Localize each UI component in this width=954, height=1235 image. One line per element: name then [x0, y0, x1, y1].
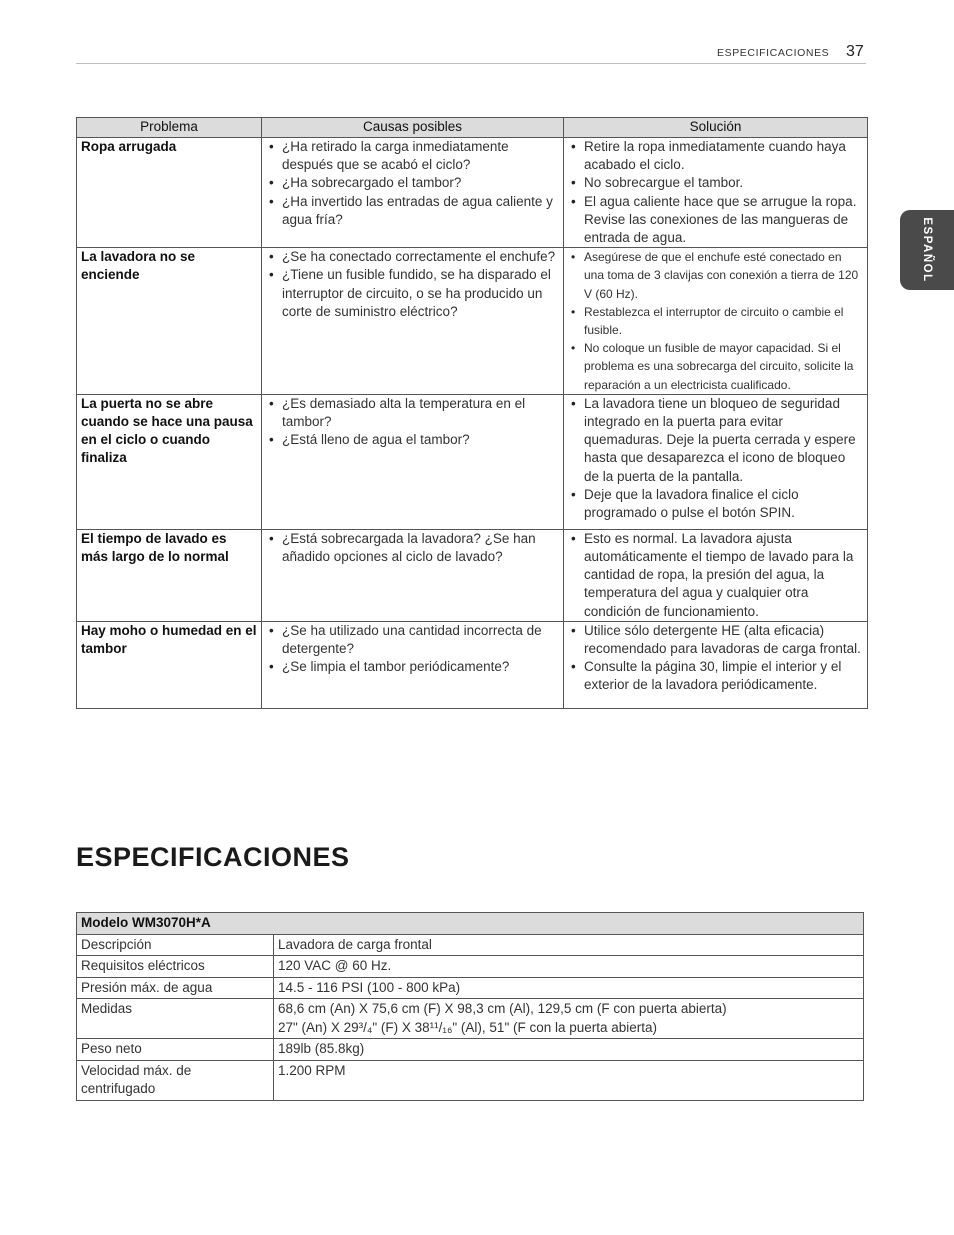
specifications-table — [76, 912, 864, 1101]
cause-item: • ¿Tiene un fusible fundido, se ha disparado el interruptor de circuito, o se ha producido un corte de suministro eléctrico? — [266, 266, 559, 321]
page-number: 37 — [846, 43, 864, 60]
problem-cell: La puerta no se abre cuando se hace una pausa en el ciclo o cuando finaliza — [77, 394, 262, 529]
troubleshooting-table — [76, 117, 868, 709]
spec-label: Peso neto — [77, 1039, 274, 1061]
table-header-row — [77, 118, 868, 138]
spec-value: 14.5 - 116 PSI (100 - 800 kPa) — [274, 977, 864, 999]
spec-header-row — [77, 913, 864, 935]
solution-item: • Retire la ropa inmediatamente cuando haya acabado el ciclo. — [568, 138, 863, 174]
running-header: ESPECIFICACIONES — [717, 47, 830, 59]
col-header-causes: Causas posibles — [262, 118, 564, 138]
col-header-problem: Problema — [77, 118, 262, 138]
cause-item: • ¿Es demasiado alta la temperatura en el tambor? — [266, 395, 559, 431]
spec-row — [77, 1060, 864, 1100]
causes-cell — [262, 621, 564, 708]
table-row — [77, 138, 868, 248]
cause-item: • ¿Se limpia el tambor periódicamente? — [266, 658, 559, 676]
solution-item: • Utilice sólo detergente HE (alta eficacia) recomendado para lavadoras de carga frontal. — [568, 622, 863, 658]
spec-row — [77, 934, 864, 956]
problem-cell: Ropa arrugada — [77, 138, 262, 248]
spec-value: 189lb (85.8kg) — [274, 1039, 864, 1061]
cause-item: • ¿Está sobrecargada la lavadora? ¿Se han añadido opciones al ciclo de lavado? — [266, 530, 559, 566]
spec-value: Lavadora de carga frontal — [274, 934, 864, 956]
spec-label: Velocidad máx. de centrifugado — [77, 1060, 274, 1100]
spec-label: Presión máx. de agua — [77, 977, 274, 999]
solution-item: • Asegúrese de que el enchufe esté conectado en una toma de 3 clavijas con conexión a tierra de 120 V (60 Hz). — [568, 248, 863, 303]
causes-cell — [262, 138, 564, 248]
solution-cell — [564, 248, 868, 395]
solution-cell — [564, 138, 868, 248]
solution-item: • El agua caliente hace que se arrugue la ropa. Revise las conexiones de las mangueras de entrada de agua. — [568, 193, 863, 248]
solution-cell — [564, 621, 868, 708]
cause-item: • ¿Se ha conectado correctamente el enchufe? — [266, 248, 559, 266]
causes-cell — [262, 248, 564, 395]
problem-cell: El tiempo de lavado es más largo de lo normal — [77, 529, 262, 621]
causes-cell — [262, 529, 564, 621]
spec-label: Requisitos eléctricos — [77, 956, 274, 978]
solution-item: • Deje que la lavadora finalice el ciclo programado o pulse el botón SPIN. — [568, 486, 863, 522]
spec-row — [77, 977, 864, 999]
spec-value: 120 VAC @ 60 Hz. — [274, 956, 864, 978]
spec-value-imperial: 27" (An) X 29³/₄" (F) X 38¹¹/₁₆" (Al), 51" (F con la puerta abierta) — [278, 1019, 658, 1035]
header-rule — [76, 63, 866, 64]
col-header-solution: Solución — [564, 118, 868, 138]
spec-row — [77, 999, 864, 1039]
table-row — [77, 248, 868, 395]
problem-cell: La lavadora no se enciende — [77, 248, 262, 395]
causes-cell — [262, 394, 564, 529]
spec-value — [274, 999, 864, 1039]
solution-item: • Consulte la página 30, limpie el interior y el exterior de la lavadora periódicamente. — [568, 658, 863, 694]
section-title: ESPECIFICACIONES — [76, 842, 350, 872]
language-tab-label: ESPAÑOL — [921, 217, 933, 283]
spec-row — [77, 1039, 864, 1061]
table-row — [77, 621, 868, 708]
spec-label: Descripción — [77, 934, 274, 956]
cause-item: • ¿Está lleno de agua el tambor? — [266, 431, 559, 449]
solution-cell — [564, 529, 868, 621]
spec-value: 1.200 RPM — [274, 1060, 864, 1100]
table-row — [77, 394, 868, 529]
cause-item: • ¿Ha retirado la carga inmediatamente después que se acabó el ciclo? — [266, 138, 559, 174]
cause-item: • ¿Se ha utilizado una cantidad incorrecta de detergente? — [266, 622, 559, 658]
problem-cell: Hay moho o humedad en el tambor — [77, 621, 262, 708]
table-row — [77, 529, 868, 621]
language-tab — [900, 210, 954, 290]
solution-item: • No coloque un fusible de mayor capacidad. Si el problema es una sobrecarga del circuito, solicite la reparación a un electricista cualificado. — [568, 339, 863, 394]
solution-cell — [564, 394, 868, 529]
solution-item: • No sobrecargue el tambor. — [568, 174, 863, 192]
spec-value-metric: 68,6 cm (An) X 75,6 cm (F) X 98,3 cm (Al), 129,5 cm (F con puerta abierta) — [278, 1001, 727, 1016]
model-header: Modelo WM3070H*A — [77, 913, 864, 935]
solution-item: • La lavadora tiene un bloqueo de seguridad integrado en la puerta para evitar quemaduras. Deje la puerta cerrada y espere hasta que desaparezca el icono de bloqueo de la puerta de la pantalla. — [568, 395, 863, 486]
solution-item: • Restablezca el interruptor de circuito o cambie el fusible. — [568, 303, 863, 339]
spec-row — [77, 956, 864, 978]
cause-item: • ¿Ha sobrecargado el tambor? — [266, 174, 559, 192]
solution-item: • Esto es normal. La lavadora ajusta automáticamente el tiempo de lavado para la cantidad de ropa, la presión del agua, la temperatura del agua y cualquier otra condición de funcionamiento. — [568, 530, 863, 621]
spec-label: Medidas — [77, 999, 274, 1039]
cause-item: • ¿Ha invertido las entradas de agua caliente y agua fría? — [266, 193, 559, 229]
